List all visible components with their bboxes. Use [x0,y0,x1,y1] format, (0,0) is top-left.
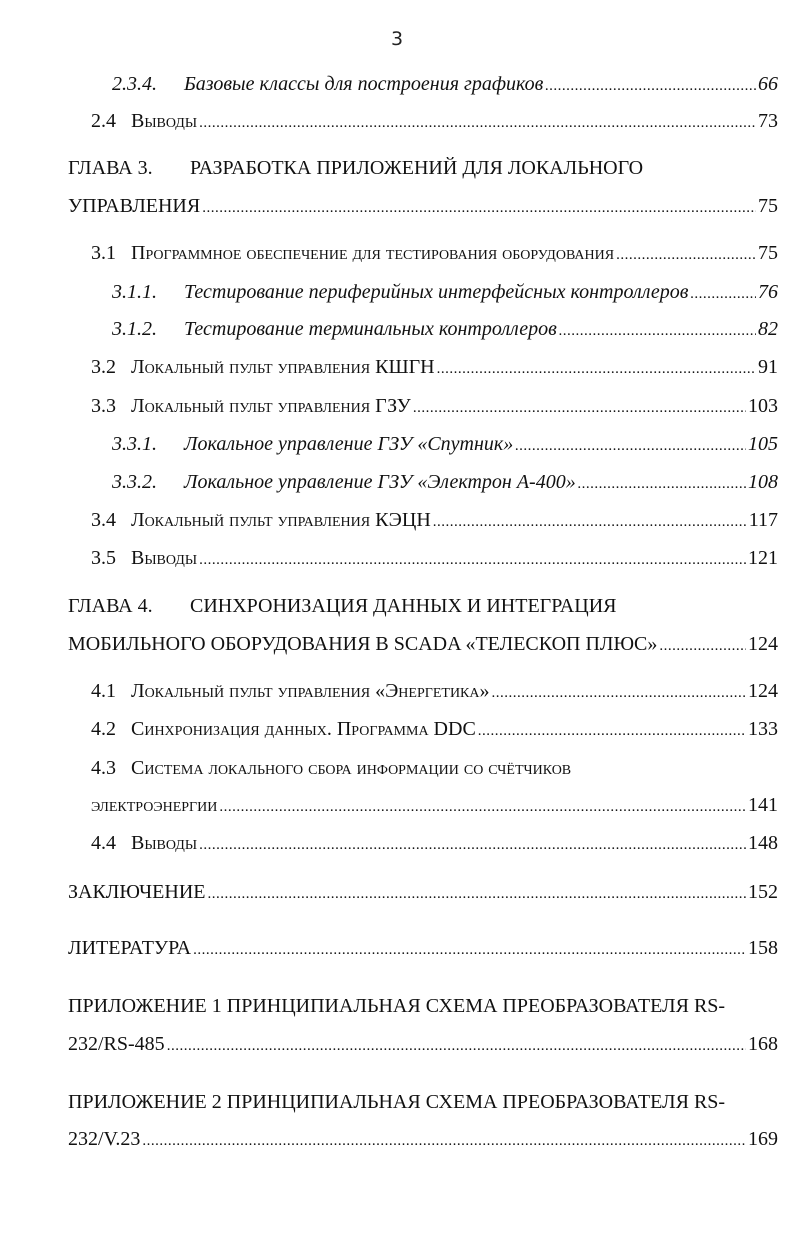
toc-leader-dots [207,881,746,907]
toc-entry-page: 141 [748,794,778,816]
toc-entry-page: 148 [748,832,778,854]
toc-entry[interactable] [0,71,794,97]
toc-entry-page: 91 [758,356,778,378]
toc-leader-dots [433,509,747,535]
toc-entry[interactable] [0,393,794,419]
toc-entry-title: Выводы [131,110,198,132]
toc-entry-number: 2.3.4. [112,73,157,95]
toc-leader-dots [199,547,746,573]
toc-chapter-title: РАЗРАБОТКА ПРИЛОЖЕНИЙ ДЛЯ ЛОКАЛЬНОГО [190,157,644,179]
toc-entry[interactable] [0,879,794,905]
toc-entry-title: Локальный пульт управления КШГН [131,356,435,378]
toc-entry-number: 3.1 [91,242,116,264]
toc-entry-page: 121 [748,547,778,569]
toc-leader-dots [199,110,756,136]
toc-entry[interactable] [0,755,794,781]
toc-entry[interactable] [0,193,794,219]
toc-entry-page: 66 [758,73,778,95]
toc-leader-dots [167,1033,746,1059]
toc-entry-page: 75 [758,195,778,217]
toc-appendix-title-cont: 232/V.23 [68,1128,141,1150]
toc-entry-title: Базовые классы для построения графиков [184,73,544,95]
toc-entry-title: Локальное управление ГЗУ «Электрон А-400» [184,471,576,493]
toc-entry-number: 4.2 [91,718,116,740]
toc-entry-number: 3.3 [91,395,116,417]
toc-entry-number: 3.5 [91,547,116,569]
toc-entry-title: Тестирование терминальных контроллеров [184,318,557,340]
toc-entry-number: 3.3.2. [112,471,157,493]
toc-leader-dots [616,242,756,268]
toc-entry-page: 75 [758,242,778,264]
toc-entry[interactable] [0,507,794,533]
toc-entry-number: 3.3.1. [112,433,157,455]
toc-entry-continuation[interactable] [0,792,794,818]
toc-entry-page: 152 [748,881,778,903]
toc-entry-title: Программное обеспечение для тестирования оборудования [131,242,615,264]
toc-leader-dots [578,471,746,497]
toc-entry-title: Синхронизация данных. Программа DDC [131,718,476,740]
toc-entry-title-cont: электроэнергии [91,794,218,816]
toc-appendix-heading[interactable] [68,1089,725,1115]
toc-entry-page: 158 [748,937,778,959]
toc-entry-page: 76 [758,281,778,303]
toc-entry[interactable] [0,240,794,266]
toc-entry[interactable] [0,469,794,495]
toc-entry-title: Тестирование периферийных интерфейсных контроллеров [184,281,689,303]
toc-leader-dots [545,73,756,99]
toc-appendix-title: ПРИЛОЖЕНИЕ 1 ПРИНЦИПИАЛЬНАЯ СХЕМА ПРЕОБРАЗОВАТЕЛЯ RS- [68,995,726,1017]
toc-leader-dots [193,937,746,963]
toc-entry[interactable] [0,316,794,342]
toc-entry[interactable] [0,545,794,571]
toc-chapter-heading[interactable] [68,155,643,181]
toc-leader-dots [142,1128,746,1154]
toc-leader-dots [219,794,746,820]
toc-entry[interactable] [0,935,794,961]
toc-leader-dots [413,395,746,421]
toc-entry-title: ЗАКЛЮЧЕНИЕ [68,881,206,903]
toc-entry-title: Локальный пульт управления КЭЦН [131,509,431,531]
toc-entry[interactable] [0,431,794,457]
toc-entry-number: 2.4 [91,110,116,132]
toc-leader-dots [690,281,756,307]
toc-entry[interactable] [0,830,794,856]
toc-entry-number: 3.2 [91,356,116,378]
toc-entry-number: 3.1.1. [112,281,157,303]
toc-entry-page: 82 [758,318,778,340]
toc-leader-dots [437,356,756,382]
toc-leader-dots [492,680,746,706]
toc-entry-title: Локальный пульт управления ГЗУ [131,395,411,417]
toc-entry[interactable] [0,678,794,704]
toc-entry-page: 103 [748,395,778,417]
toc-entry[interactable] [0,1126,794,1152]
toc-entry-page: 168 [748,1033,778,1055]
toc-entry-page: 169 [748,1128,778,1150]
page-number: 3 [390,28,404,50]
toc-leader-dots [515,433,746,459]
toc-entry[interactable] [0,631,794,657]
toc-entry-number: 4.3 [91,757,116,779]
toc-entry[interactable] [0,1031,794,1057]
toc-appendix-title-cont: 232/RS-485 [68,1033,165,1055]
toc-entry-page: 108 [748,471,778,493]
toc-chapter-heading[interactable] [68,593,616,619]
toc-entry-title: Локальное управление ГЗУ «Спутник» [184,433,514,455]
toc-entry-title: Выводы [131,547,198,569]
toc-entry[interactable] [0,716,794,742]
toc-entry[interactable] [0,279,794,305]
toc-entry[interactable] [0,354,794,380]
toc-appendix-title: ПРИЛОЖЕНИЕ 2 ПРИНЦИПИАЛЬНАЯ СХЕМА ПРЕОБРАЗОВАТЕЛЯ RS- [68,1091,726,1113]
toc-leader-dots [559,318,756,344]
toc-entry-title: Локальный пульт управления «Энергетика» [131,680,490,702]
toc-entry-page: 117 [748,509,778,531]
toc-leader-dots [478,718,746,744]
toc-entry-page: 73 [758,110,778,132]
toc-entry[interactable] [0,108,794,134]
toc-appendix-heading[interactable] [68,993,725,1019]
toc-leader-dots [199,832,746,858]
toc-entry-title: ЛИТЕРАТУРА [68,937,192,959]
toc-entry-number: 4.4 [91,832,116,854]
toc-entry-page: 105 [748,433,778,455]
toc-entry-number: 3.4 [91,509,116,531]
toc-leader-dots [202,195,756,221]
toc-entry-page: 124 [748,633,778,655]
toc-entry-title: Выводы [131,832,198,854]
toc-entry-number: 4.1 [91,680,116,702]
toc-entry-page: 133 [748,718,778,740]
toc-entry-page: 124 [748,680,778,702]
toc-chapter-title-cont: УПРАВЛЕНИЯ [68,195,201,217]
toc-leader-dots [659,633,746,659]
toc-chapter-title: СИНХРОНИЗАЦИЯ ДАННЫХ И ИНТЕГРАЦИЯ [190,595,617,617]
toc-chapter-label: ГЛАВА 3. [68,157,153,179]
toc-chapter-title-cont: МОБИЛЬНОГО ОБОРУДОВАНИЯ В SCADA «ТЕЛЕСКОП ПЛЮС» [68,633,658,655]
toc-chapter-label: ГЛАВА 4. [68,595,153,617]
toc-entry-title: Система локального сбора информации со счётчиков [131,757,572,779]
toc-entry-number: 3.1.2. [112,318,157,340]
